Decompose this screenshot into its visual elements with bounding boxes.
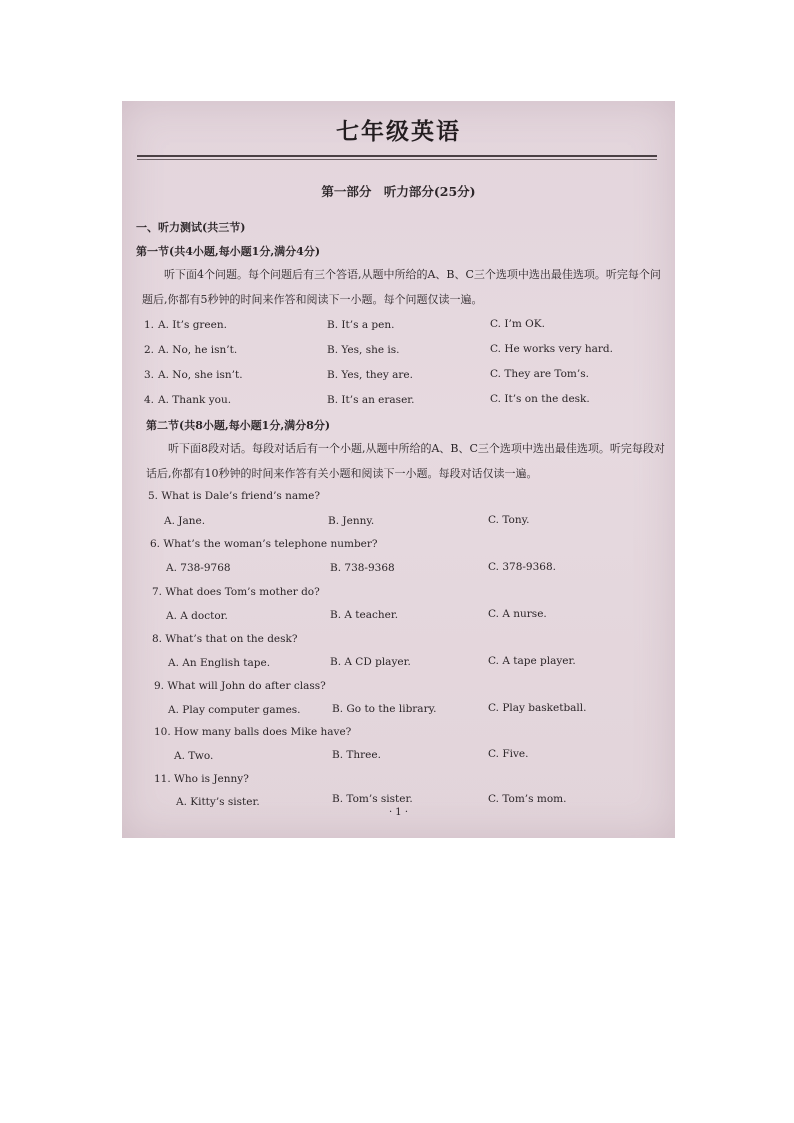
option-a: A. Kitty’s sister. [176,796,260,808]
option-b: B. Go to the library. [332,703,437,715]
option-b: B. Three. [332,749,381,761]
option-c: C. I’m OK. [490,318,545,330]
option-a: A. Jane. [164,515,206,527]
option-c: C. Tony. [488,514,530,526]
option-b: B. Jenny. [328,515,375,527]
part-heading: 第一部分 听力部分(25分) [321,184,476,199]
option-a: A. Two. [174,750,214,762]
exam-page-photo [122,101,675,838]
item-number: 3. [144,369,155,381]
option-a: A. No, he isn’t. [158,344,238,356]
item-number: 4. [144,394,155,406]
option-b: B. Tom’s sister. [332,793,413,805]
section1-heading: 第一节(共4小题,每小题1分,满分4分) [136,245,321,258]
option-c: C. A nurse. [488,608,547,620]
option-b: B. A CD player. [330,656,411,668]
option-c: C. He works very hard. [490,343,613,355]
title-rule-thin [137,159,657,160]
option-b: B. It’s an eraser. [327,394,415,406]
title-rule-thick [137,155,657,157]
option-a: A. Thank you. [158,394,232,406]
question-text: 8. What’s that on the desk? [152,633,298,645]
question-text: 11. Who is Jenny? [154,773,249,785]
page-number: · 1 · [388,807,409,818]
question-text: 6. What’s the woman’s telephone number? [150,538,378,550]
option-a: A. No, she isn’t. [158,369,243,381]
section2-instructions: 听下面8段对话。每段对话后有一个小题,从题中所给的A、B、C三个选项中选出最佳选项。听完每段对话后,你都有10秒钟的时间来作答有关小题和阅读下一小题。每段对话仅读一遍。 [146,442,665,480]
question-text: 10. How many balls does Mike have? [154,726,352,738]
option-b: B. It’s a pen. [327,319,395,331]
section2-heading: 第二节(共8小题,每小题1分,满分8分) [146,419,331,432]
question-text: 9. What will John do after class? [154,680,326,692]
option-c: C. Five. [488,748,529,760]
option-a: A. It’s green. [158,319,227,331]
option-b: B. Yes, she is. [327,344,400,356]
option-c: C. A tape player. [488,655,576,667]
section-main-heading: 一、听力测试(共三节) [136,221,246,234]
option-c: C. It’s on the desk. [490,393,590,405]
option-c: C. They are Tom’s. [490,368,589,380]
option-a: A. 738-9768 [166,562,231,574]
option-a: A. Play computer games. [168,704,301,716]
exam-title: 七年级英语 [336,118,461,145]
item-number: 1. [144,319,155,331]
question-text: 7. What does Tom’s mother do? [152,586,320,598]
option-a: A. A doctor. [166,610,228,622]
option-c: C. 378-9368. [488,561,556,573]
question-text: 5. What is Dale’s friend’s name? [148,490,320,502]
item-number: 2. [144,344,155,356]
section1-instructions: 听下面4个问题。每个问题后有三个答语,从题中所给的A、B、C三个选项中选出最佳选项。听完每个问题后,你都有5秒钟的时间来作答和阅读下一小题。每个问题仅读一遍。 [142,268,661,306]
option-c: C. Tom’s mom. [488,793,567,805]
option-c: C. Play basketball. [488,702,587,714]
option-b: B. 738-9368 [330,562,395,574]
option-a: A. An English tape. [168,657,271,669]
option-b: B. Yes, they are. [327,369,413,381]
option-b: B. A teacher. [330,609,399,621]
